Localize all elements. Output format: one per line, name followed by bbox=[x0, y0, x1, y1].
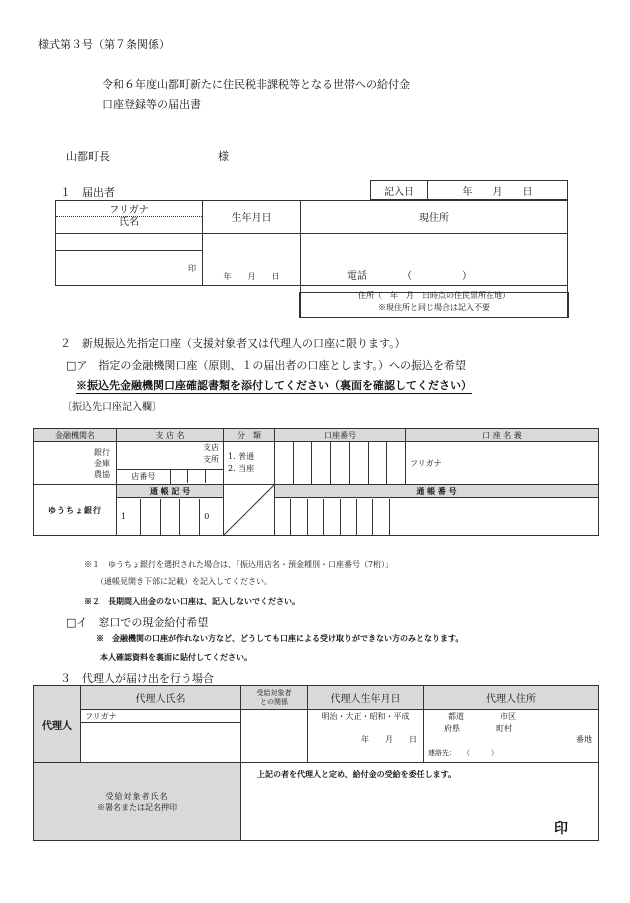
note1-line2: （通帳見開き下部に記載）を記入してください。 bbox=[96, 577, 272, 586]
bank-name-header: 金融機関名 bbox=[34, 429, 117, 442]
addr-pref-2: 府県 bbox=[444, 724, 460, 733]
address-field[interactable] bbox=[301, 233, 568, 286]
bank-type-shinkin: 金庫 bbox=[94, 458, 110, 468]
addr-lot: 番地 bbox=[576, 735, 592, 744]
addr-city-2: 町村 bbox=[496, 724, 512, 733]
bank-account-table bbox=[33, 428, 599, 536]
dob-header: 生年月日 bbox=[203, 201, 301, 234]
entry-date-table bbox=[370, 180, 568, 200]
passbook-symbol-field[interactable] bbox=[117, 498, 224, 536]
dob-field[interactable] bbox=[203, 233, 301, 286]
branch-type-shisho: 支所 bbox=[203, 455, 219, 464]
relation-header bbox=[241, 686, 308, 710]
proxy-seal-mark: 印 bbox=[554, 821, 568, 837]
signature-note: ※署名または記名押印 bbox=[97, 802, 177, 812]
cash-note1: ※ 金融機関の口座が作れない方など、どうしても口座による受け取りができない方のみとなります。 bbox=[96, 633, 464, 643]
cash-note2: 本人確認資料を裏面に貼付してください。 bbox=[100, 652, 252, 662]
branch-code-field[interactable] bbox=[170, 469, 224, 484]
account-holder-field[interactable] bbox=[406, 442, 599, 485]
attach-note: ※振込先金融機関口座確認書類を添付してください（裏面を確認してください） bbox=[76, 379, 472, 392]
passbook-number-field[interactable] bbox=[275, 498, 599, 536]
bank-type-nokyo: 農協 bbox=[94, 469, 110, 479]
proxy-furigana-field[interactable] bbox=[81, 710, 241, 723]
form-title-line2: 口座登録等の届出書 bbox=[102, 98, 201, 111]
section3-heading: ３ 代理人が届け出を行う場合 bbox=[60, 672, 214, 685]
holder-furigana: フリガナ bbox=[410, 458, 442, 468]
passbook-number-header: 通 帳 番 号 bbox=[275, 485, 599, 498]
proxy-name-field[interactable] bbox=[81, 723, 241, 763]
proxy-contact: 連絡先： （ ） bbox=[428, 749, 498, 757]
dob-value: 年 月 日 bbox=[223, 272, 280, 281]
proxy-address-field[interactable] bbox=[424, 710, 599, 763]
addr-pref-1: 都道 bbox=[448, 712, 464, 721]
relation-label-2: との関係 bbox=[260, 697, 288, 706]
proxy-table bbox=[33, 685, 599, 841]
addressee-suffix: 様 bbox=[218, 150, 229, 163]
addr-city-1: 市区 bbox=[500, 712, 516, 721]
bank-name-field[interactable] bbox=[34, 442, 117, 485]
resident-address-field[interactable] bbox=[299, 292, 569, 318]
bank-section-label: 〔振込先口座記入欄〕 bbox=[62, 402, 162, 413]
branch-type-shiten: 支店 bbox=[203, 443, 219, 452]
bank-type-bank: 銀行 bbox=[94, 447, 110, 457]
category-ordinary: 1. 普通 bbox=[228, 452, 255, 461]
recipient-label-cell bbox=[34, 763, 241, 841]
note2: ※２ 長期間入出金のない口座は、記入しないでください。 bbox=[84, 596, 300, 606]
furigana-name-header bbox=[56, 201, 203, 234]
category-na bbox=[224, 485, 275, 536]
account-holder-header: 口 座 名 義 bbox=[406, 429, 599, 442]
branch-name-field[interactable] bbox=[117, 442, 224, 470]
phone-label: 電話 （ ） bbox=[347, 271, 472, 282]
section1-heading: １ 届出者 bbox=[60, 186, 115, 199]
proxy-dob-header: 代理人生年月日 bbox=[308, 686, 424, 710]
addressee: 山都町長 bbox=[66, 150, 110, 163]
relation-field[interactable] bbox=[241, 710, 308, 763]
branch-code-label: 店番号 bbox=[117, 469, 171, 484]
category-field[interactable] bbox=[224, 442, 275, 485]
era-options: 明治・大正・昭和・平成 bbox=[321, 712, 410, 721]
proxy-name-header: 代理人氏名 bbox=[81, 686, 241, 710]
category-current: 2. 当座 bbox=[228, 464, 255, 473]
option-i-checkbox[interactable]: □イ 窓口での現金給付希望 bbox=[66, 616, 209, 629]
furigana-label: フリガナ bbox=[56, 205, 202, 217]
section2-heading: ２ 新規振込先指定口座（支援対象者又は代理人の口座に限ります。） bbox=[60, 337, 406, 350]
entry-date-field[interactable]: 年 月 日 bbox=[428, 181, 568, 200]
proxy-dob-field[interactable] bbox=[308, 710, 424, 763]
name-field[interactable] bbox=[56, 251, 203, 286]
proxy-address-header: 代理人住所 bbox=[424, 686, 599, 710]
diagonal-line bbox=[224, 485, 274, 535]
relation-label-1: 受給対象者 bbox=[256, 688, 292, 697]
proxy-dob-value: 年 月 日 bbox=[361, 735, 417, 744]
symbol-first-digit: 1 bbox=[117, 499, 141, 535]
option-a-checkbox[interactable]: □ア 指定の金融機関口座（原則、１の届出者の口座とします。）への振込を希望 bbox=[66, 359, 467, 372]
proxy-furigana-label: フリガナ bbox=[85, 711, 117, 721]
proxy-label: 代理人 bbox=[34, 686, 81, 763]
category-header: 分 類 bbox=[224, 429, 275, 442]
account-number-header: 口座番号 bbox=[275, 429, 406, 442]
entry-date-label: 記入日 bbox=[371, 181, 428, 200]
form-title-line1: 令和６年度山都町新たに住民税非課税等となる世帯への給付金 bbox=[102, 78, 410, 91]
delegation-field[interactable] bbox=[241, 763, 599, 841]
account-number-field[interactable] bbox=[275, 442, 406, 485]
delegation-text: 上記の者を代理人と定め、給付金の受給を委任します。 bbox=[257, 769, 457, 779]
passbook-symbol-header: 通 帳 記 号 bbox=[117, 485, 224, 498]
seal-mark: 印 bbox=[188, 263, 196, 273]
recipient-label: 受給対象者氏名 bbox=[105, 791, 169, 801]
furigana-field[interactable] bbox=[56, 233, 203, 251]
resident-address-note: ※現住所と同じ場合は記入不要 bbox=[378, 303, 490, 312]
symbol-last-digit: 0 bbox=[204, 512, 210, 522]
note1-line1: ※１ ゆうちょ銀行を選択された場合は、「振込用店名・預金種別・口座番号（7桁）」 bbox=[84, 560, 394, 569]
resident-address-label: 住所（ 年 月 日時点の住民票所在地） bbox=[358, 291, 510, 300]
name-label: 氏名 bbox=[119, 216, 139, 228]
branch-name-header: 支 店 名 bbox=[117, 429, 224, 442]
address-header: 現住所 bbox=[301, 201, 568, 234]
form-number: 様式第３号（第７条関係） bbox=[38, 38, 170, 51]
yucho-label: ゆうちょ銀行 bbox=[34, 485, 117, 536]
